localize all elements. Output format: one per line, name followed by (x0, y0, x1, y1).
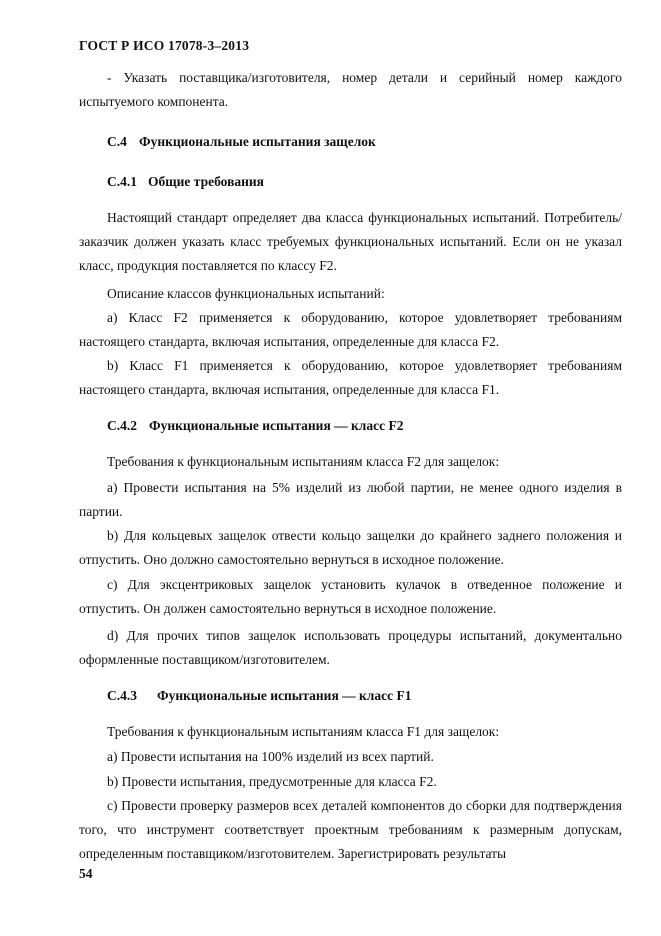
document-header: ГОСТ Р ИСО 17078-3–2013 (79, 38, 250, 53)
paragraph: d) Для прочих типов защелок использовать процедуры испытаний, документально оформленные поставщиком/изготовителем. (79, 628, 622, 667)
section-c43-heading: С.4.3 Функциональные испытания — класс F1 (107, 688, 412, 703)
paragraph: а) Провести испытания на 5% изделий из любой партии, не менее одного изделия в партии. (79, 480, 622, 519)
paragraph: Настоящий стандарт определяет два класса функциональных испытаний. Потребитель/заказчик должен указать класс требуемых функциональных испытаний. Если он не указал класс, продукция поставляется по классу F2. (79, 210, 622, 273)
section-c41-heading: С.4.1 Общие требования (107, 174, 264, 189)
paragraph: Описание классов функциональных испытаний: (107, 286, 385, 301)
intro-paragraph: - Указать поставщика/изготовителя, номер детали и серийный номер каждого испытуемого компонента. (79, 70, 622, 109)
paragraph: с) Провести проверку размеров всех деталей компонентов до сборки для подтверждения того, что инструмент соответствует проектным требованиям к размерным допускам, определенным поставщиком/изготовителем. Зарегистрировать результаты (79, 798, 622, 861)
paragraph: Требования к функциональным испытаниям класса F1 для защелок: (107, 724, 500, 739)
paragraph: а) Класс F2 применяется к оборудованию, которое удовлетворяет требованиям настоящего стандарта, включая испытания, определенные для класса F2. (79, 310, 622, 349)
paragraph: b) Провести испытания, предусмотренные для класса F2. (107, 774, 437, 789)
section-c4-heading: С.4 Функциональные испытания защелок (107, 134, 376, 149)
section-c42-heading: С.4.2 Функциональные испытания — класс F2 (107, 418, 404, 433)
paragraph: b) Класс F1 применяется к оборудованию, которое удовлетворяет требованиям настоящего стандарта, включая испытания, определенные для класса F1. (79, 358, 622, 397)
paragraph: а) Провести испытания на 100% изделий из всех партий. (107, 749, 434, 764)
paragraph: Требования к функциональным испытаниям класса F2 для защелок: (107, 454, 500, 469)
paragraph: b) Для кольцевых защелок отвести кольцо защелки до крайнего заднего положения и отпустить. Оно должно самостоятельно вернуться в исходное положение. (79, 528, 622, 567)
page-number: 54 (79, 866, 93, 881)
paragraph: с) Для эксцентриковых защелок установить кулачок в отведенное положение и отпустить. Он должен самостоятельно вернуться в исходное положение. (79, 577, 622, 616)
